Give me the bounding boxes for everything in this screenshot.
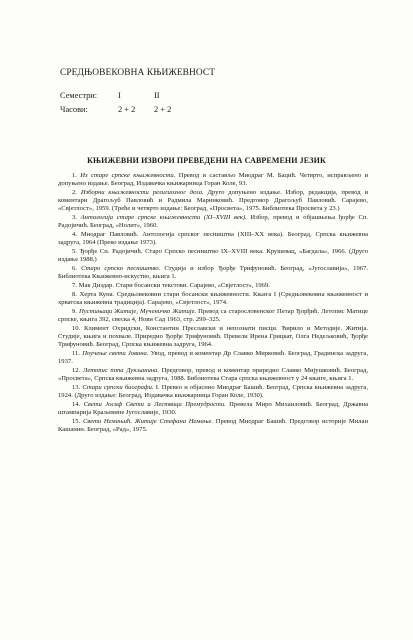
semester-label: Семестри: (60, 91, 98, 100)
reference-italic-title: Изборни књижевности религиозног дела. (80, 189, 204, 196)
reference-number: 14. (72, 401, 84, 409)
reference-number: 6. (72, 265, 82, 273)
reference-item (58, 231, 368, 247)
reference-number: 13. (72, 384, 83, 392)
reference-item (58, 291, 368, 307)
reference-text: Превод са старословенског Петар Ђорђић. Летопис Матице српске, књига 392, свеска 4, Нови Сад 1963, стр. 299–325. (58, 308, 369, 324)
reference-italic-title: Пустињаци Житије, Мученичко Житије. (78, 308, 197, 315)
reference-number: 8. (72, 291, 80, 298)
page-title: СРЕДЊОВЕКОВНА КЊИЖЕВНОСТ (60, 68, 216, 78)
reference-italic-title: Поучење свети Јована. (82, 350, 149, 358)
reference-text: Климент Охридски, Константин Преславски и непознати писци. Ћирило и Методије. Житија. Студије, књига и похвале. Приредио Ђорђе Трифуновић. Превели Ирена Грицкат, Олга Недељковић, Ђорђе Трифуновић. Београд, Српска књижевна задруга, 1964. (58, 325, 368, 349)
reference-text: Предговор, превод и коментар приредио Славко Мијушковић. Београд, «Просвета», Српска књижевна задруга, 1988. Библиотека Стара српска књижевност у 24 књиге, књига 1. (58, 367, 369, 383)
semester-2: II (154, 91, 160, 100)
hours-2: 2 + 2 (154, 105, 172, 114)
semester-row (60, 91, 160, 100)
reference-italic-title: Старо српско песништво. (81, 265, 161, 273)
reference-item (58, 325, 368, 349)
reference-number: 4. (72, 231, 81, 239)
reference-text: Миодраг Павловић. Антологија српског песништва (XIII–XX века). Београд, Српска књижевна задруга, 1964 (Преко издање 1973). (58, 231, 368, 247)
reference-item (58, 189, 368, 213)
hours-1: 2 + 2 (118, 105, 136, 114)
reference-text: Превод и састављо Миодраг М. Бацић. Четврто, исправљено и допуњено издање. Београд, Издавачка књижарница Горан Коле, 93. (58, 172, 368, 188)
section-heading: КЊИЖЕВНИ ИЗВОРИ ПРЕВЕДЕНИ НА САВРЕМЕНИ ЈЕЗИК (87, 156, 326, 165)
reference-number: 2. (72, 189, 81, 196)
reference-text: Избор, превод и објашњења ђорђе Сп. Радојичић. Београд, «Нолит», 1960. (58, 214, 369, 230)
reference-item (58, 384, 368, 400)
reference-italic-title: Антологија старе српске књижевности (XI–XVIII век). (80, 214, 247, 222)
reference-number: 9. (72, 308, 79, 315)
reference-item (58, 367, 368, 383)
reference-text: I. Превео и објаснио Миодраг Башић. Београд, Српска књижевна задруга, 1924. (Друго издање: Београд, Издавачка књижарница Горан Коле, 1930). (58, 384, 368, 400)
reference-italic-title: Из старе српске књижевности. (80, 172, 176, 179)
reference-number: 11. (72, 350, 83, 358)
reference-text: Ђорђе Сп. Радојичић. Старо Српско песништво IX–XVIII века. Крушевац, «Багдала», 1966. (Друго издање 1988.) (58, 248, 368, 264)
reference-text: Мак Диздар. Стари босански текстови. Сарајево, «Свјетлост», 1969. (78, 282, 270, 290)
hours-row (60, 105, 171, 114)
reference-text: Студија и избор Ђорђе Трифуновић. Београд, «Југославија», 1967. Библиотека Књижевно-искуство, књига 1. (58, 265, 369, 281)
reference-text: Друго допуњено издање. Избор, редакција, превод и коментари Драгољуб Павловић и Радмила Маринковић. Предговор Драгољуб Павловић. Сарајево, «Свјетлост», 1959. (Треће и четврто издање: Београд, «Просвета», 1975. Библиотека Просвета у 23.) (58, 189, 368, 213)
reference-item (58, 172, 368, 188)
reference-number: 15. (72, 418, 83, 426)
reference-number: 5. (72, 248, 80, 256)
reference-number: 10. (72, 325, 84, 332)
semester-1: I (118, 91, 121, 100)
reference-text: Увод, превод и коментар Др Славко Мирковић. Београд, Градинска задруга, 1937. (58, 350, 368, 366)
reference-item (58, 265, 368, 281)
reference-item (58, 282, 368, 290)
reference-text: Херта Куна. Средњовековни стари босански књижевности. Књига I (Средњовековна књижевност и хрватска књижевна традиција). Сарајево, «Свјетлост», 1974. (58, 291, 369, 307)
reference-item (58, 248, 368, 264)
reference-item (58, 401, 368, 417)
hours-label: Часови: (60, 105, 88, 114)
reference-italic-title: Летопис попа Дукљанина. (82, 367, 159, 375)
reference-italic-title: Стари српски биографи. (82, 384, 154, 392)
reference-number: 3. (72, 214, 81, 222)
reference-item (58, 308, 368, 324)
reference-text: Превела Миро Михаиловић. Београд, Државна штампарија Краљевине Југославије, 1930. (58, 401, 369, 417)
reference-list (58, 172, 368, 435)
reference-number: 12. (72, 367, 83, 375)
reference-number: 7. (72, 282, 79, 290)
reference-italic-title: Свети Јосиф Свети и Лествица Премудрости. (83, 401, 226, 409)
reference-item (58, 350, 368, 366)
reference-item (58, 214, 368, 230)
reference-item (58, 418, 368, 434)
reference-number: 1. (72, 172, 81, 179)
reference-italic-title: Свети Немањић. Житије Стефана Немање. (82, 418, 214, 426)
reference-text: Превод Миодраг Башић. Предговор историје Милан Кашанин. Београд, «Рад», 1975. (58, 418, 369, 434)
